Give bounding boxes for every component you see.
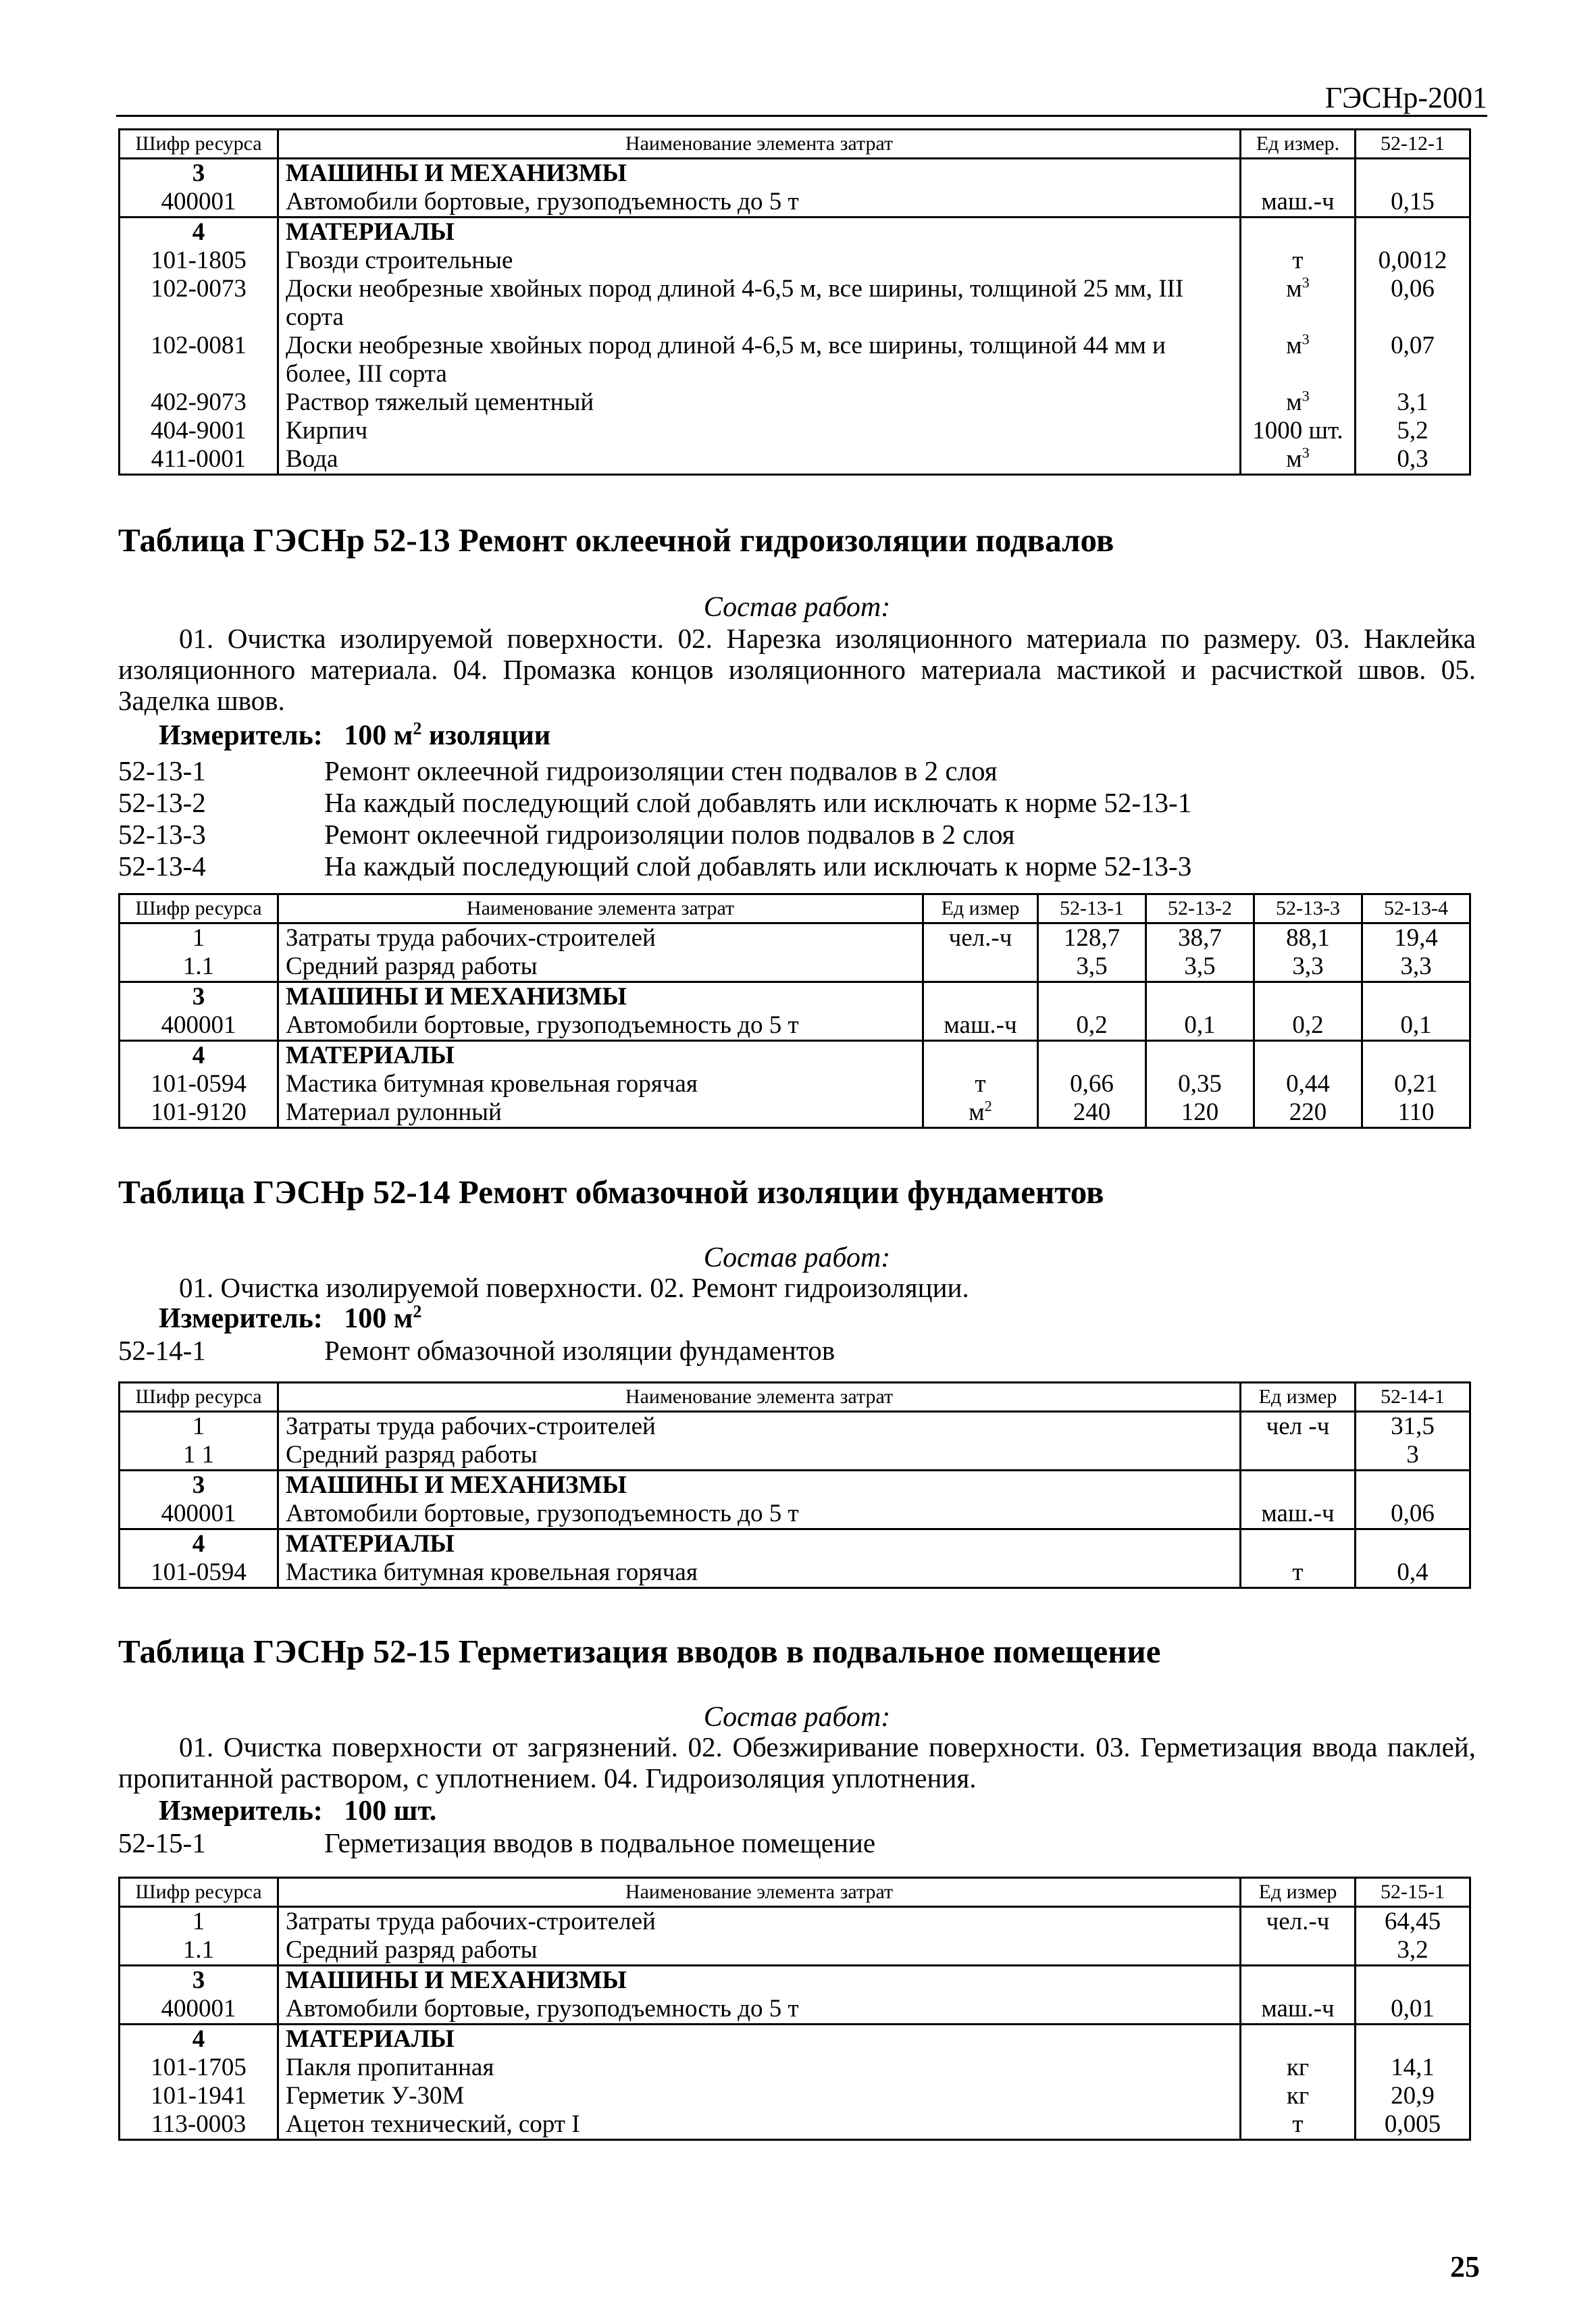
table-row <box>120 1995 1470 2025</box>
norm-item <box>118 1335 835 1367</box>
unit-cell: 1000 шт. <box>1241 417 1356 445</box>
norm-value: 0,21 <box>1362 1070 1470 1098</box>
unit-cell: маш.-ч <box>1241 1500 1356 1529</box>
col-header-norm: 52-13-3 <box>1254 894 1362 923</box>
col-header-norm: 52-12-1 <box>1356 130 1470 159</box>
col-header-name: Наименование элемента затрат <box>278 130 1241 159</box>
section-heading: МАШИНЫ И МЕХАНИЗМЫ <box>278 982 923 1012</box>
resource-name: Автомобили бортовые, грузоподъемность до 5 т <box>278 1011 923 1041</box>
resource-code: 101-1705 <box>120 2054 278 2082</box>
resource-code: 3 <box>120 1966 278 1996</box>
norm-code: 52-13-2 <box>118 787 206 818</box>
resource-code: 1 1 <box>120 1441 278 1471</box>
norm-value: 0,005 <box>1356 2110 1470 2140</box>
unit-cell <box>923 1041 1038 1071</box>
unit-cell: т <box>1241 2110 1356 2140</box>
norm-value: 0,07 <box>1356 332 1470 388</box>
col-header-unit: Ед измер <box>923 894 1038 923</box>
norm-code: 52-13-4 <box>118 850 206 882</box>
unit-cell: чел -ч <box>1241 1412 1356 1442</box>
norm-item <box>118 787 1191 819</box>
resource-code: 101-0594 <box>120 1070 278 1098</box>
resource-name: Кирпич <box>278 417 1241 445</box>
resource-name: Автомобили бортовые, грузоподъемность до 5 т <box>278 1500 1241 1529</box>
unit-cell: маш.-ч <box>1241 188 1356 218</box>
resource-name: Раствор тяжелый цементный <box>278 388 1241 417</box>
table-row <box>120 445 1470 475</box>
resource-code: 411-0001 <box>120 445 278 475</box>
unit-cell: маш.-ч <box>923 1011 1038 1041</box>
section-row <box>120 218 1470 247</box>
table-row <box>120 923 1470 953</box>
norm-text: Ремонт оклеечной гидроизоляции стен подвалов в 2 слоя <box>324 755 998 786</box>
table-row <box>120 1070 1470 1098</box>
resource-code: 4 <box>120 1041 278 1071</box>
work-composition-text: 01. Очистка поверхности от загрязнений. 02. Обезжиривание поверхности. 03. Герметизация ввода паклей, пропитанной раствором, с уплотнением. 04. Гидроизоляция уплотнения. <box>118 1731 1476 1794</box>
page-number: 25 <box>1450 2250 1480 2283</box>
norm-code: 52-13-1 <box>118 755 206 786</box>
unit-cell: кг <box>1241 2054 1356 2082</box>
resource-code: 1.1 <box>120 952 278 982</box>
col-header-code: Шифр ресурса <box>120 1383 278 1412</box>
norm-value: 3,1 <box>1356 388 1470 417</box>
norm-value: 3,3 <box>1362 952 1470 982</box>
resource-name: Средний разряд работы <box>278 1441 1241 1471</box>
norm-code: 52-14-1 <box>118 1335 206 1366</box>
norm-value <box>1362 982 1470 1012</box>
unit-cell <box>1241 1471 1356 1500</box>
col-header-unit: Ед измер <box>1241 1383 1356 1412</box>
norm-value: 0,06 <box>1356 275 1470 332</box>
resource-code: 113-0003 <box>120 2110 278 2140</box>
measure-label: Измеритель: <box>159 1303 323 1334</box>
table-title-52-13: Таблица ГЭСНр 52-13 Ремонт оклеечной гидроизоляции подвалов <box>118 522 1114 559</box>
norm-value: 0,01 <box>1356 1995 1470 2025</box>
norm-value: 14,1 <box>1356 2054 1470 2082</box>
measure-value: 100 шт. <box>344 1796 437 1827</box>
table-row <box>120 1907 1470 1937</box>
resource-name: Мастика битумная кровельная горячая <box>278 1558 1241 1588</box>
work-composition-label: Состав работ: <box>703 592 891 623</box>
measure-value: 100 м <box>344 720 413 751</box>
table-row <box>120 1441 1470 1471</box>
norm-item <box>118 1827 875 1859</box>
norm-value <box>1146 982 1254 1012</box>
resource-code: 3 <box>120 1471 278 1500</box>
unit-cell <box>923 952 1038 982</box>
resource-table-52-13 <box>118 893 1471 1129</box>
norm-value: 3 <box>1356 1441 1470 1471</box>
norm-item <box>118 850 1191 882</box>
table-row <box>120 388 1470 417</box>
resource-code: 4 <box>120 218 278 247</box>
resource-name: Вода <box>278 445 1241 475</box>
norm-value: 240 <box>1038 1098 1146 1128</box>
norm-value <box>1356 159 1470 188</box>
col-header-norm: 52-13-1 <box>1038 894 1146 923</box>
unit-cell <box>1241 1529 1356 1559</box>
norm-code: 52-13-3 <box>118 819 206 850</box>
unit-cell: кг <box>1241 2082 1356 2110</box>
resource-name: Средний разряд работы <box>278 952 923 982</box>
table-row <box>120 952 1470 982</box>
measure-rest: изоляции <box>421 720 551 751</box>
norm-value <box>1356 218 1470 247</box>
norm-value: 0,15 <box>1356 188 1470 218</box>
norm-value: 0,06 <box>1356 1500 1470 1529</box>
col-header-code: Шифр ресурса <box>120 894 278 923</box>
norm-value: 3,5 <box>1038 952 1146 982</box>
resource-code: 102-0073 <box>120 275 278 332</box>
norm-value: 0,2 <box>1254 1011 1362 1041</box>
table-row <box>120 1098 1470 1128</box>
table-row <box>120 188 1470 218</box>
resource-name: Материал рулонный <box>278 1098 923 1128</box>
col-header-norm: 52-13-4 <box>1362 894 1470 923</box>
unit-cell: $м^3$ <box>1241 388 1356 417</box>
measure-sup: 2 <box>413 719 422 738</box>
unit-cell: $м^2$ <box>923 1098 1038 1128</box>
norm-value <box>1356 2025 1470 2054</box>
measure-label: Измеритель: <box>159 720 323 751</box>
table-title-52-14: Таблица ГЭСНр 52-14 Ремонт обмазочной изоляции фундаментов <box>118 1173 1104 1211</box>
unit-cell <box>1241 2025 1356 2054</box>
unit-cell <box>923 982 1038 1012</box>
resource-table-52-15 <box>118 1877 1471 2141</box>
resource-code: 3 <box>120 982 278 1012</box>
resource-code: 101-0594 <box>120 1558 278 1588</box>
resource-code: 1 <box>120 1907 278 1937</box>
resource-name: Доски необрезные хвойных пород длиной 4-6,5 м, все ширины, толщиной 25 мм, III сорта <box>278 275 1241 332</box>
norm-value: 19,4 <box>1362 923 1470 953</box>
resource-name: Средний разряд работы <box>278 1936 1241 1966</box>
norm-value: 0,44 <box>1254 1070 1362 1098</box>
section-heading: МАТЕРИАЛЫ <box>278 1041 923 1071</box>
section-row <box>120 1529 1470 1559</box>
unit-cell: чел.-ч <box>1241 1907 1356 1937</box>
resource-code: 102-0081 <box>120 332 278 388</box>
col-header-name: Наименование элемента затрат <box>278 1878 1241 1907</box>
norm-text: На каждый последующий слой добавлять или исключать к норме 52-13-1 <box>324 787 1192 818</box>
resource-code: 101-1941 <box>120 2082 278 2110</box>
norm-text: На каждый последующий слой добавлять или исключать к норме 52-13-3 <box>324 850 1192 882</box>
resource-code: 404-9001 <box>120 417 278 445</box>
table-row <box>120 1500 1470 1529</box>
resource-code: 4 <box>120 1529 278 1559</box>
resource-name: Гвозди строительные <box>278 247 1241 275</box>
measure-label: Измеритель: <box>159 1796 323 1827</box>
norm-value: 3,3 <box>1254 952 1362 982</box>
table-row <box>120 1936 1470 1966</box>
table-row <box>120 2082 1470 2110</box>
unit-cell: т <box>1241 1558 1356 1588</box>
measure-sup: 2 <box>413 1302 422 1321</box>
table-row <box>120 1011 1470 1041</box>
unit-cell <box>1241 1966 1356 1996</box>
section-heading: МАТЕРИАЛЫ <box>278 1529 1241 1559</box>
col-header-code: Шифр ресурса <box>120 130 278 159</box>
norm-value <box>1362 1041 1470 1071</box>
table-row <box>120 2110 1470 2140</box>
col-header-norm: 52-15-1 <box>1356 1878 1470 1907</box>
norm-value: 120 <box>1146 1098 1254 1128</box>
norm-value: 0,1 <box>1146 1011 1254 1041</box>
norm-value: 0,35 <box>1146 1070 1254 1098</box>
section-row <box>120 2025 1470 2054</box>
norm-value: 3,5 <box>1146 952 1254 982</box>
unit-cell: $м^3$ <box>1241 275 1356 332</box>
unit-cell: чел.-ч <box>923 923 1038 953</box>
col-header-unit: Ед измер. <box>1241 130 1356 159</box>
work-composition-text: 01. Очистка изолируемой поверхности. 02. Ремонт гидроизоляции. <box>179 1272 969 1303</box>
norm-code: 52-15-1 <box>118 1827 206 1858</box>
norm-value: 38,7 <box>1146 923 1254 953</box>
measure-unit <box>159 1795 436 1827</box>
norm-value <box>1356 1471 1470 1500</box>
resource-code: 1 <box>120 1412 278 1442</box>
norm-value: 31,5 <box>1356 1412 1470 1442</box>
unit-cell <box>1241 1441 1356 1471</box>
resource-name: Доски необрезные хвойных пород длиной 4-6,5 м, все ширины, толщиной 44 мм и более, III сорта <box>278 332 1241 388</box>
document-code: ГЭСНр-2001 <box>1324 81 1487 114</box>
table-row <box>120 1412 1470 1442</box>
resource-code: 1 <box>120 923 278 953</box>
norm-value: 0,2 <box>1038 1011 1146 1041</box>
table-row <box>120 2054 1470 2082</box>
norm-value: 0,1 <box>1362 1011 1470 1041</box>
section-heading: МАТЕРИАЛЫ <box>278 218 1241 247</box>
unit-cell: т <box>923 1070 1038 1098</box>
unit-cell <box>1241 218 1356 247</box>
resource-table-52-14 <box>118 1381 1471 1589</box>
resource-name: Мастика битумная кровельная горячая <box>278 1070 923 1098</box>
resource-code: 400001 <box>120 188 278 218</box>
table-row <box>120 417 1470 445</box>
resource-name: Затраты труда рабочих-строителей <box>278 1412 1241 1442</box>
resource-name: Затраты труда рабочих-строителей <box>278 1907 1241 1937</box>
resource-name: Затраты труда рабочих-строителей <box>278 923 923 953</box>
resource-name: Автомобили бортовые, грузоподъемность до 5 т <box>278 188 1241 218</box>
resource-code: 400001 <box>120 1995 278 2025</box>
resource-code: 400001 <box>120 1500 278 1529</box>
section-row <box>120 1966 1470 1996</box>
measure-value: 100 м <box>344 1303 413 1334</box>
col-header-norm: 52-14-1 <box>1356 1383 1470 1412</box>
col-header-code: Шифр ресурса <box>120 1878 278 1907</box>
measure-unit <box>159 719 550 752</box>
norm-value: 0,4 <box>1356 1558 1470 1588</box>
unit-cell: $м^3$ <box>1241 445 1356 475</box>
norm-value: 128,7 <box>1038 923 1146 953</box>
col-header-unit: Ед измер <box>1241 1878 1356 1907</box>
section-heading: МАТЕРИАЛЫ <box>278 2025 1241 2054</box>
norm-value: 88,1 <box>1254 923 1362 953</box>
table-row <box>120 332 1470 388</box>
page-header <box>116 81 1487 117</box>
unit-cell <box>1241 159 1356 188</box>
unit-cell: т <box>1241 247 1356 275</box>
table-row <box>120 247 1470 275</box>
norm-value: 0,3 <box>1356 445 1470 475</box>
resource-code: 402-9073 <box>120 388 278 417</box>
norm-value: 0,66 <box>1038 1070 1146 1098</box>
norm-value: 110 <box>1362 1098 1470 1128</box>
resource-name: Ацетон технический, сорт I <box>278 2110 1241 2140</box>
norm-value <box>1038 1041 1146 1071</box>
table-row <box>120 1558 1470 1588</box>
resource-code: 1.1 <box>120 1936 278 1966</box>
section-heading: МАШИНЫ И МЕХАНИЗМЫ <box>278 1471 1241 1500</box>
norm-value <box>1146 1041 1254 1071</box>
norm-text: Ремонт обмазочной изоляции фундаментов <box>324 1335 835 1366</box>
norm-value: 64,45 <box>1356 1907 1470 1937</box>
resource-code: 101-1805 <box>120 247 278 275</box>
norm-value <box>1254 982 1362 1012</box>
col-header-norm: 52-13-2 <box>1146 894 1254 923</box>
section-row <box>120 1471 1470 1500</box>
norm-value <box>1038 982 1146 1012</box>
work-composition-label: Состав работ: <box>703 1702 891 1733</box>
table-row <box>120 275 1470 332</box>
norm-value: 5,2 <box>1356 417 1470 445</box>
section-row <box>120 159 1470 188</box>
norm-item <box>118 755 998 787</box>
norm-text: Ремонт оклеечной гидроизоляции полов подвалов в 2 слоя <box>324 819 1015 850</box>
norm-text: Герметизация вводов в подвальное помещение <box>324 1827 876 1858</box>
section-row <box>120 1041 1470 1071</box>
resource-table-52-12 <box>118 128 1471 476</box>
col-header-name: Наименование элемента затрат <box>278 894 923 923</box>
section-heading: МАШИНЫ И МЕХАНИЗМЫ <box>278 1966 1241 1996</box>
resource-name: Автомобили бортовые, грузоподъемность до 5 т <box>278 1995 1241 2025</box>
norm-value <box>1254 1041 1362 1071</box>
measure-unit <box>159 1302 421 1335</box>
unit-cell: маш.-ч <box>1241 1995 1356 2025</box>
resource-name: Герметик У-30М <box>278 2082 1241 2110</box>
section-heading: МАШИНЫ И МЕХАНИЗМЫ <box>278 159 1241 188</box>
work-composition-label: Состав работ: <box>703 1242 891 1273</box>
norm-value: 0,0012 <box>1356 247 1470 275</box>
norm-value <box>1356 1966 1470 1996</box>
resource-code: 3 <box>120 159 278 188</box>
unit-cell: $м^3$ <box>1241 332 1356 388</box>
section-row <box>120 982 1470 1012</box>
work-composition-text: 01. Очистка изолируемой поверхности. 02. Нарезка изоляционного материала по размеру. 03. Наклейка изоляционного материала. 04. Промазка концов изоляционного материала мастикой и расчисткой швов. 05. Заделка швов. <box>118 623 1476 716</box>
unit-cell <box>1241 1936 1356 1966</box>
norm-item <box>118 819 1015 850</box>
norm-value <box>1356 1529 1470 1559</box>
resource-code: 101-9120 <box>120 1098 278 1128</box>
norm-value: 220 <box>1254 1098 1362 1128</box>
norm-value: 3,2 <box>1356 1936 1470 1966</box>
col-header-name: Наименование элемента затрат <box>278 1383 1241 1412</box>
table-title-52-15: Таблица ГЭСНр 52-15 Герметизация вводов в подвальное помещение <box>118 1633 1161 1670</box>
resource-code: 400001 <box>120 1011 278 1041</box>
resource-name: Пакля пропитанная <box>278 2054 1241 2082</box>
norm-value: 20,9 <box>1356 2082 1470 2110</box>
resource-code: 4 <box>120 2025 278 2054</box>
